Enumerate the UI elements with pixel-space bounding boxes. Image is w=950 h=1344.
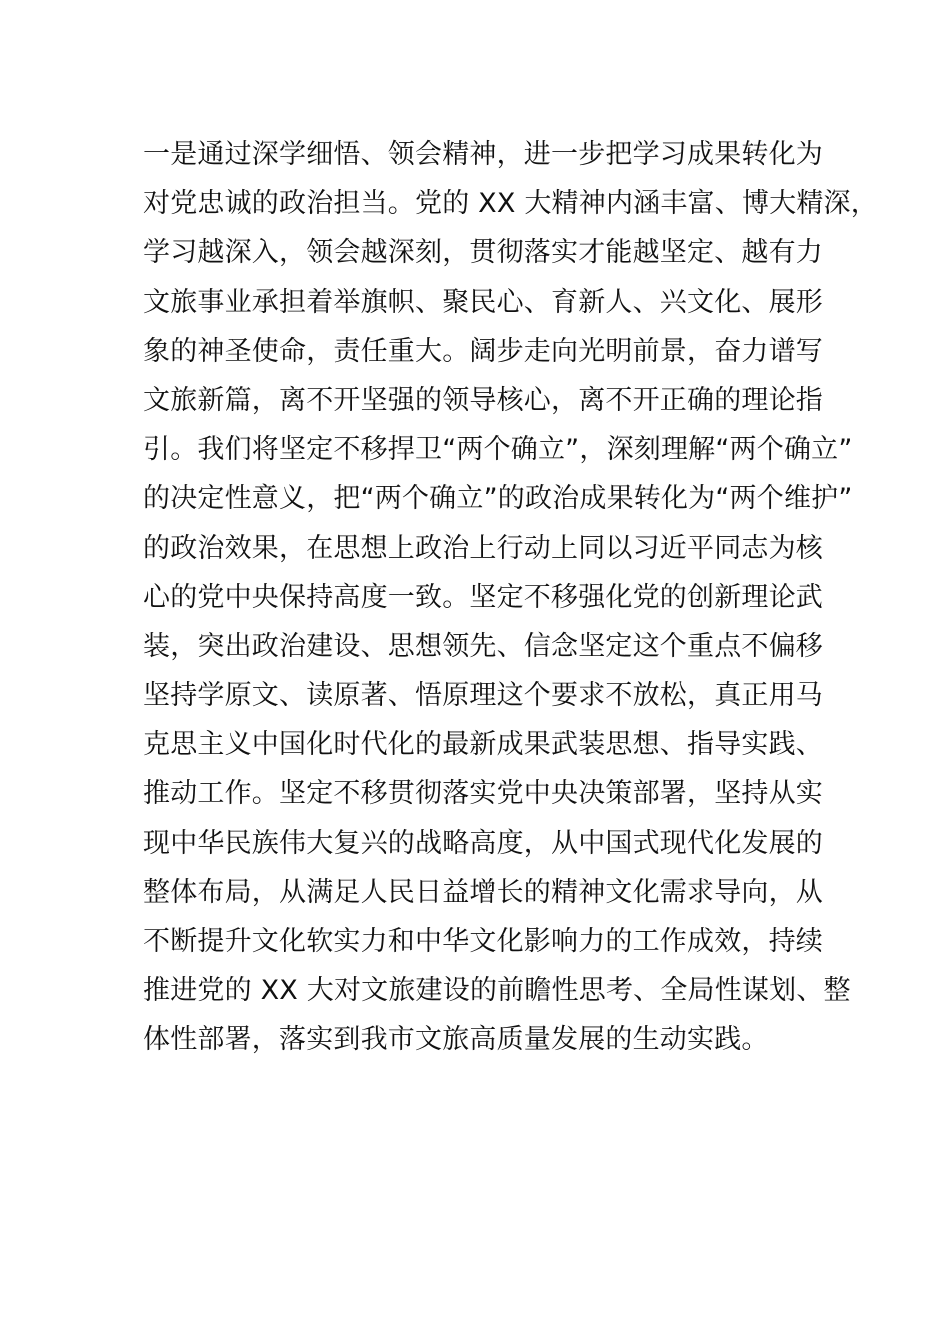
text-line-4: 文旅事业承担着举旗帜、聚民心、育新人、兴文化、展形 bbox=[143, 286, 823, 318]
text-line-6: 文旅新篇，离不开坚强的领导核心，离不开正确的理论指 bbox=[143, 384, 823, 416]
text-line-10: 心的党中央保持高度一致。坚定不移强化党的创新理论武 bbox=[143, 581, 823, 613]
body-paragraph bbox=[143, 130, 878, 1065]
text-line-13: 克思主义中国化时代化的最新成果武装思想、指导实践、 bbox=[143, 729, 823, 761]
text-line-16: 整体布局，从满足人民日益增长的精神文化需求导向，从 bbox=[143, 876, 823, 908]
text-line-9: 的政治效果，在思想上政治上行动上同以习近平同志为核 bbox=[143, 532, 823, 564]
text-line-11: 装，突出政治建设、思想领先、信念坚定这个重点不偏移 bbox=[143, 630, 823, 662]
text-line-8: 的决定性意义，把“两个确立”的政治成果转化为“两个维护” bbox=[143, 483, 853, 515]
text-line-18: 推进党的 XX 大对文旅建设的前瞻性思考、全局性谋划、整 bbox=[143, 975, 851, 1007]
text-line-2: 对党忠诚的政治担当。党的 XX 大精神内涵丰富、博大精深， bbox=[143, 188, 878, 220]
text-line-5: 象的神圣使命，责任重大。阔步走向光明前景，奋力谱写 bbox=[143, 335, 823, 367]
text-line-1: 一是通过深学细悟、领会精神，进一步把学习成果转化为 bbox=[143, 139, 823, 170]
text-line-19: 体性部署，落实到我市文旅高质量发展的生动实践。 bbox=[143, 1024, 769, 1056]
text-line-12: 坚持学原文、读原著、悟原理这个要求不放松，真正用马 bbox=[143, 680, 823, 712]
text-line-17: 不断提升文化软实力和中华文化影响力的工作成效，持续 bbox=[143, 926, 823, 957]
text-line-7: 引。我们将坚定不移捍卫“两个确立”，深刻理解“两个确立” bbox=[143, 434, 853, 466]
text-line-15: 现中华民族伟大复兴的战略高度，从中国式现代化发展的 bbox=[143, 827, 823, 859]
text-line-14: 推动工作。坚定不移贯彻落实党中央决策部署，坚持从实 bbox=[143, 778, 823, 810]
text-line-3: 学习越深入，领会越深刻，贯彻落实才能越坚定、越有力 bbox=[143, 237, 823, 269]
